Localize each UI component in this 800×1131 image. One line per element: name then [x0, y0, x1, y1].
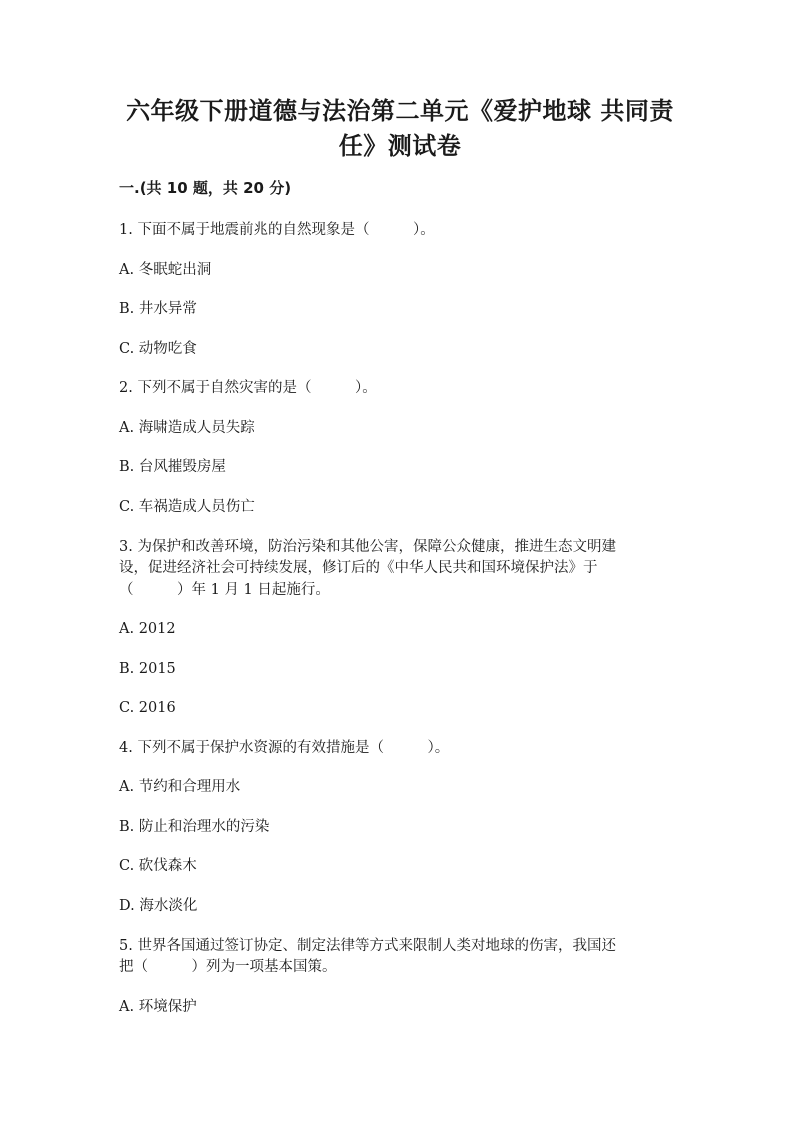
question-3-option-c: C. 2016	[119, 700, 176, 716]
question-5-stem-line-1: 5. 世界各国通过签订协定、制定法律等方式来限制人类对地球的伤害，我国还	[119, 938, 616, 954]
question-3-option-a: A. 2012	[119, 621, 176, 637]
question-1-option-c: C. 动物吃食	[119, 341, 197, 357]
question-2-option-b: B. 台风摧毁房屋	[119, 459, 226, 475]
question-4-option-a: A. 节约和合理用水	[119, 779, 241, 795]
question-2-stem: 2. 下列不属于自然灾害的是（ ）。	[119, 380, 377, 396]
document-title	[100, 94, 700, 164]
question-4-option-d: D. 海水淡化	[119, 898, 198, 914]
question-4-option-c: C. 砍伐森木	[119, 858, 197, 874]
question-2-option-a: A. 海啸造成人员失踪	[119, 420, 255, 436]
question-5-stem-line-2: 把（ ）列为一项基本国策。	[119, 959, 337, 975]
question-1-option-b: B. 井水异常	[119, 301, 197, 317]
question-2-option-c: C. 车祸造成人员伤亡	[119, 499, 255, 515]
question-3-stem-line-3: （ ）年 1 月 1 日起施行。	[119, 582, 330, 598]
question-4-stem: 4. 下列不属于保护水资源的有效措施是（ ）。	[119, 740, 450, 756]
title-line-1: 六年级下册道德与法治第二单元《爱护地球 共同责	[126, 97, 674, 125]
question-4-option-b: B. 防止和治理水的污染	[119, 819, 270, 835]
question-3-stem-line-1: 3. 为保护和改善环境，防治污染和其他公害，保障公众健康，推进生态文明建	[119, 539, 616, 555]
title-line-2: 任》测试卷	[338, 132, 462, 160]
question-5-option-a: A. 环境保护	[119, 999, 197, 1015]
section-heading: 一.(共 10 题，共 20 分)	[119, 179, 292, 197]
question-3-option-b: B. 2015	[119, 661, 176, 677]
question-1-option-a: A. 冬眠蛇出洞	[119, 262, 212, 278]
question-1-stem: 1. 下面不属于地震前兆的自然现象是（ ）。	[119, 222, 435, 238]
question-3-stem-line-2: 设，促进经济社会可持续发展，修订后的《中华人民共和国环境保护法》于	[119, 560, 598, 576]
